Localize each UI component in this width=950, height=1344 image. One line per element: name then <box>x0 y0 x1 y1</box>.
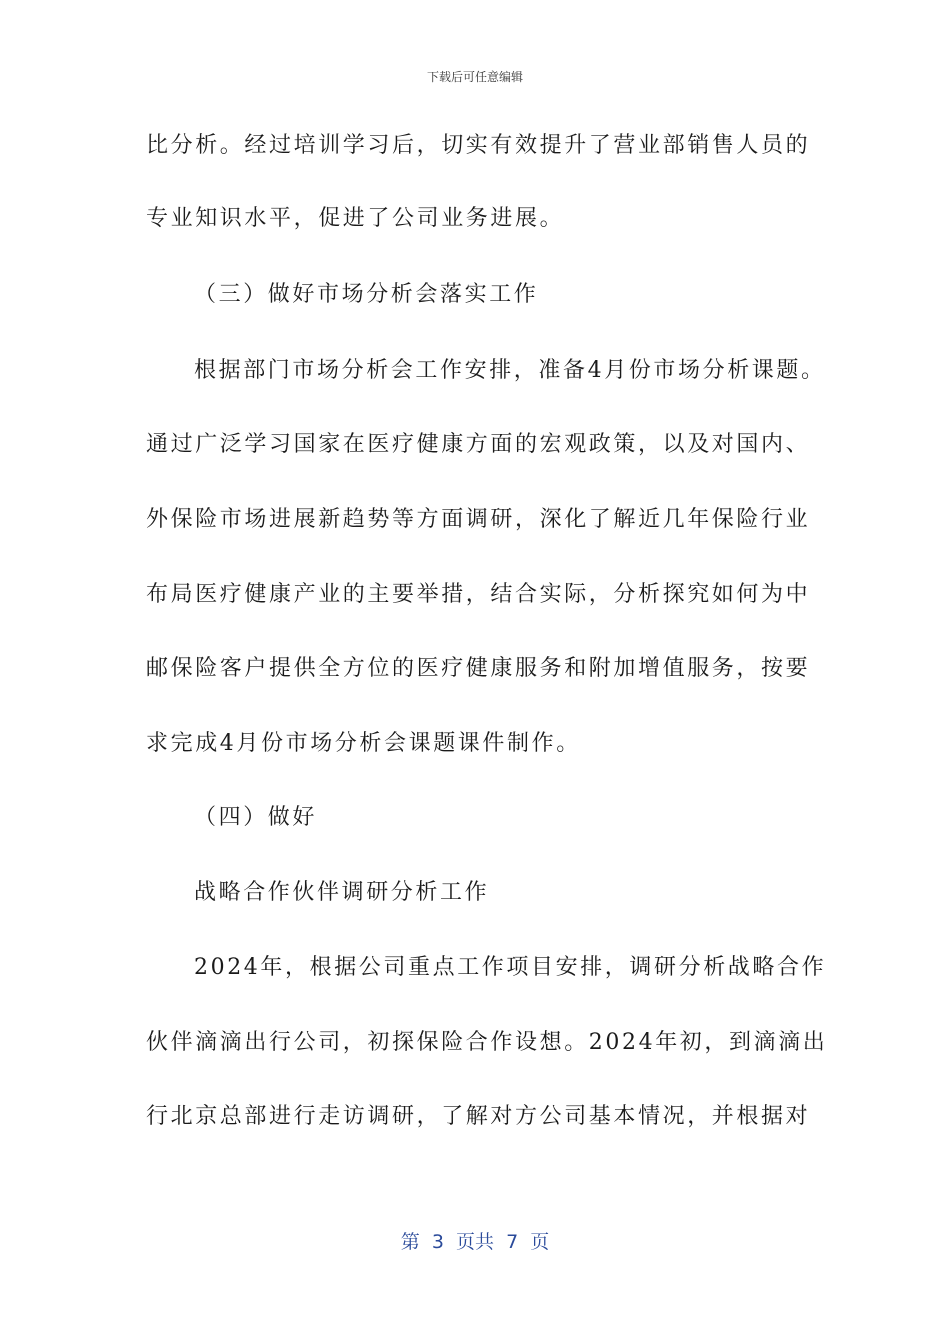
section-heading: （四）做好 <box>194 805 318 830</box>
section-heading-continued: 战略合作伙伴调研分析工作 <box>194 880 490 905</box>
page-number-footer: 第 3 页共 7 页 <box>400 1231 550 1253</box>
body-line: 伙伴滴滴出行公司，初探保险合作设想。2024年初，到滴滴出 <box>146 1030 828 1055</box>
body-line: 根据部门市场分析会工作安排，准备4月份市场分析课题。 <box>194 358 826 383</box>
page-header-note: 下载后可任意编辑 <box>426 70 523 84</box>
body-line: 通过广泛学习国家在医疗健康方面的宏观政策，以及对国内、 <box>146 432 811 457</box>
body-line: 布局医疗健康产业的主要举措，结合实际，分析探究如何为中 <box>146 582 811 607</box>
section-heading: （三）做好市场分析会落实工作 <box>194 282 539 307</box>
body-line: 专业知识水平，促进了公司业务进展。 <box>146 206 565 231</box>
body-line: 比分析。经过培训学习后，切实有效提升了营业部销售人员的 <box>146 133 811 158</box>
body-line: 外保险市场进展新趋势等方面调研，深化了解近几年保险行业 <box>146 507 811 532</box>
body-line: 行北京总部进行走访调研，了解对方公司基本情况，并根据对 <box>146 1104 811 1129</box>
body-line: 2024年，根据公司重点工作项目安排，调研分析战略合作 <box>194 955 827 980</box>
body-line: 求完成4月份市场分析会课题课件制作。 <box>146 731 581 756</box>
body-line: 邮保险客户提供全方位的医疗健康服务和附加增值服务，按要 <box>146 656 811 681</box>
